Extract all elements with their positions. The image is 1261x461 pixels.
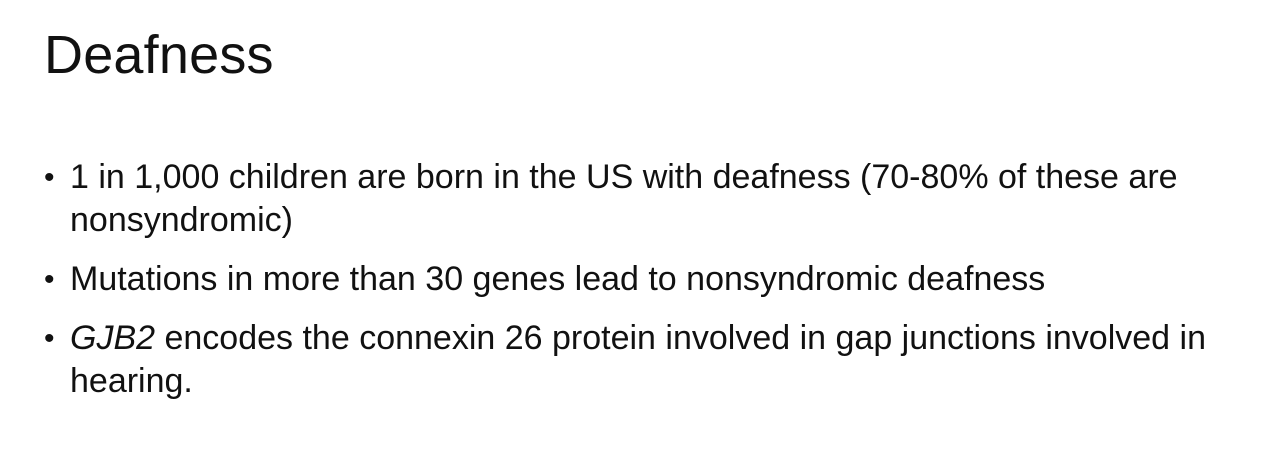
bullet-text: Mutations in more than 30 genes lead to nonsyndromic deafness — [70, 260, 1046, 298]
bullet-list — [44, 156, 1244, 419]
gene-name: GJB2 — [70, 319, 156, 357]
bullet-dot-icon: • — [44, 263, 55, 296]
slide-title: Deafness — [44, 25, 274, 85]
bullet-item — [44, 156, 1244, 242]
bullet-text: 1 in 1,000 children are born in the US with deafness (70-80% of these are nonsyndromic) — [70, 158, 1178, 239]
bullet-item — [44, 317, 1244, 403]
bullet-dot-icon: • — [44, 161, 55, 194]
bullet-text: encodes the connexin 26 protein involved in gap junctions involved in hearing. — [70, 319, 1206, 400]
bullet-dot-icon: • — [44, 322, 55, 355]
bullet-item — [44, 258, 1244, 301]
